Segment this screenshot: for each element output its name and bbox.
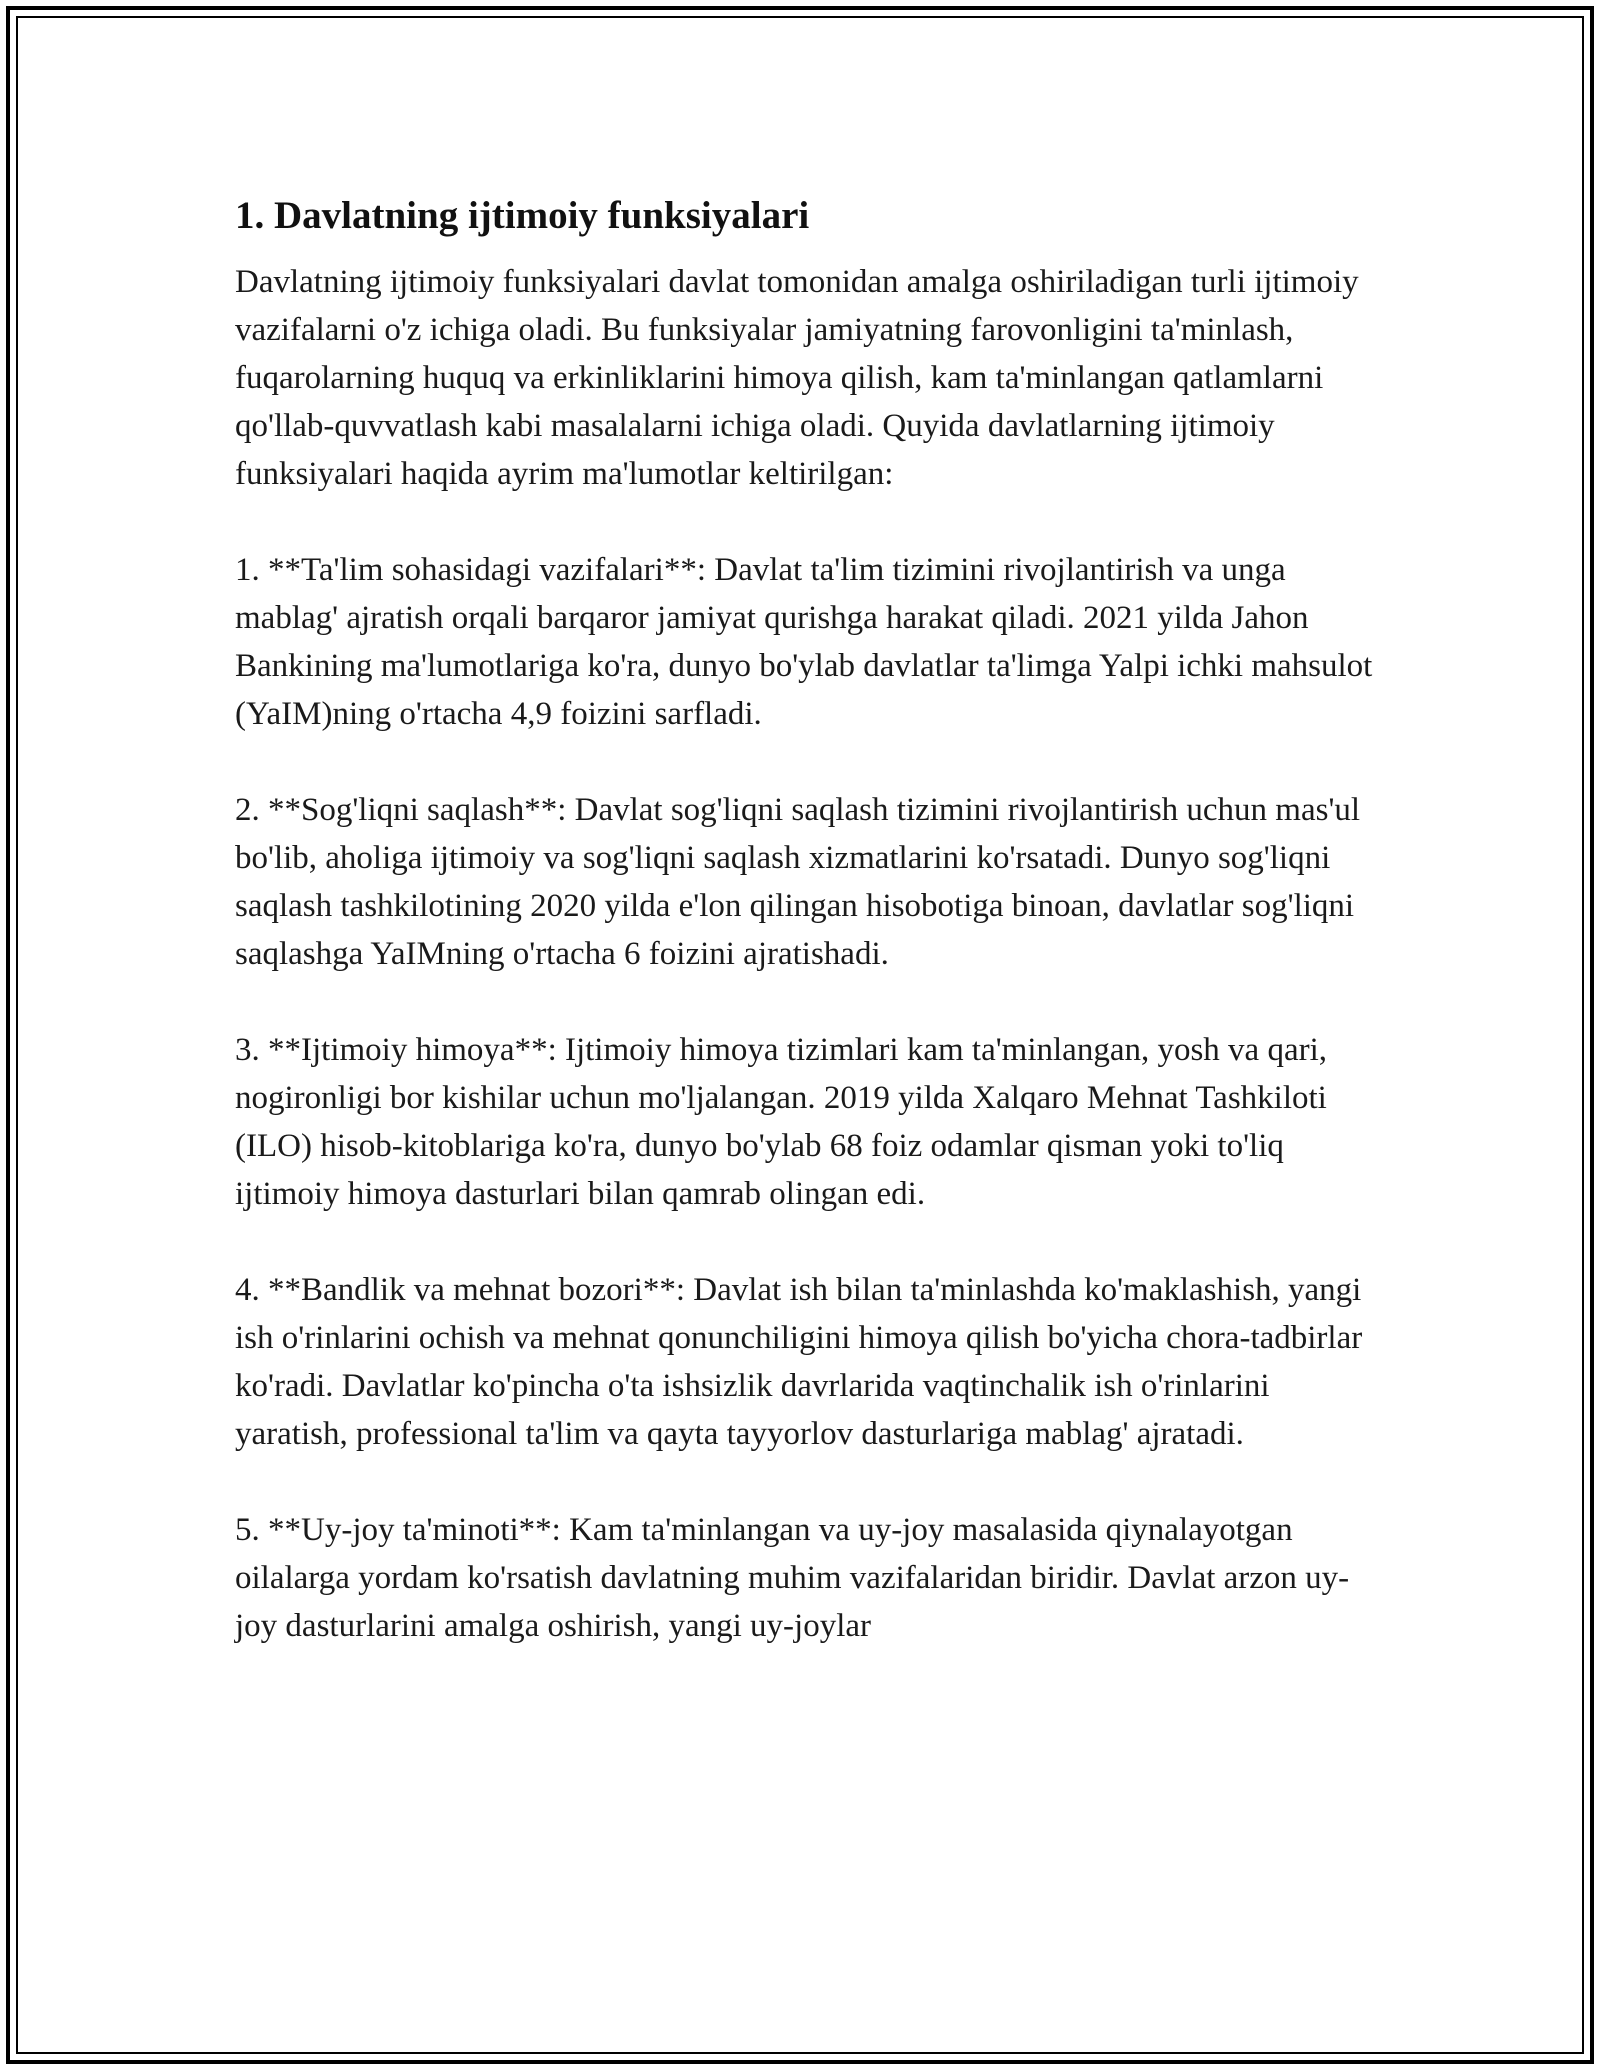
- list-item-social-protection: 3. **Ijtimoiy himoya**: Ijtimoiy himoya tizimlari kam ta'minlangan, yosh va qari, nogironligi bor kishilar uchun mo'ljalangan. 2019 yilda Xalqaro Mehnat Tashkiloti (ILO) hisob-kitoblariga ko'ra, dunyo bo'ylab 68 foiz odamlar qisman yoki to'liq ijtimoiy himoya dasturlari bilan qamrab olingan edi.: [235, 1032, 1328, 1212]
- list-item-education: 1. **Ta'lim sohasidagi vazifalari**: Davlat ta'lim tizimini rivojlantirish va unga mablag' ajratish orqali barqaror jamiyat qurishga harakat qiladi. 2021 yilda Jahon Bankining ma'lumotlariga ko'ra, dunyo bo'ylab davlatlar ta'limga Yalpi ichki mahsulot (YaIM)ning o'rtacha 4,9 foizini sarfladi.: [235, 552, 1373, 732]
- intro-paragraph: Davlatning ijtimoiy funksiyalari davlat tomonidan amalga oshiriladigan turli ijtimoiy vazifalarni o'z ichiga oladi. Bu funksiyalar jamiyatning farovonligini ta'minlash, fuqarolarning huquq va erkinliklarini himoya qilish, kam ta'minlangan qatlamlarni qo'llab-quvvatlash kabi masalalarni ichiga oladi. Quyida davlatlarning ijtimoiy funksiyalari haqida ayrim ma'lumotlar keltirilgan:: [235, 264, 1359, 492]
- document-body: [235, 188, 1375, 1650]
- section-title: 1. Davlatning ijtimoiy funksiyalari: [235, 194, 810, 237]
- list-item-healthcare: 2. **Sog'liqni saqlash**: Davlat sog'liqni saqlash tizimini rivojlantirish uchun mas'ul bo'lib, aholiga ijtimoiy va sog'liqni saqlash xizmatlarini ko'rsatadi. Dunyo sog'liqni saqlash tashkilotining 2020 yilda e'lon qilingan hisobotiga binoan, davlatlar sog'liqni saqlashga YaIMning o'rtacha 6 foizini ajratishadi.: [235, 792, 1361, 972]
- list-item-housing: 5. **Uy-joy ta'minoti**: Kam ta'minlangan va uy-joy masalasida qiynalayotgan oilalarga yordam ko'rsatish davlatning muhim vazifalaridan biridir. Davlat arzon uy-joy dasturlarini amalga oshirish, yangi uy-joylar: [235, 1512, 1350, 1644]
- list-item-employment: 4. **Bandlik va mehnat bozori**: Davlat ish bilan ta'minlashda ko'maklashish, yangi ish o'rinlarini ochish va mehnat qonunchiligini himoya qilish bo'yicha chora-tadbirlar ko'radi. Davlatlar ko'pincha o'ta ishsizlik davrlarida vaqtinchalik ish o'rinlarini yaratish, professional ta'lim va qayta tayyorlov dasturlariga mablag' ajratadi.: [235, 1272, 1363, 1452]
